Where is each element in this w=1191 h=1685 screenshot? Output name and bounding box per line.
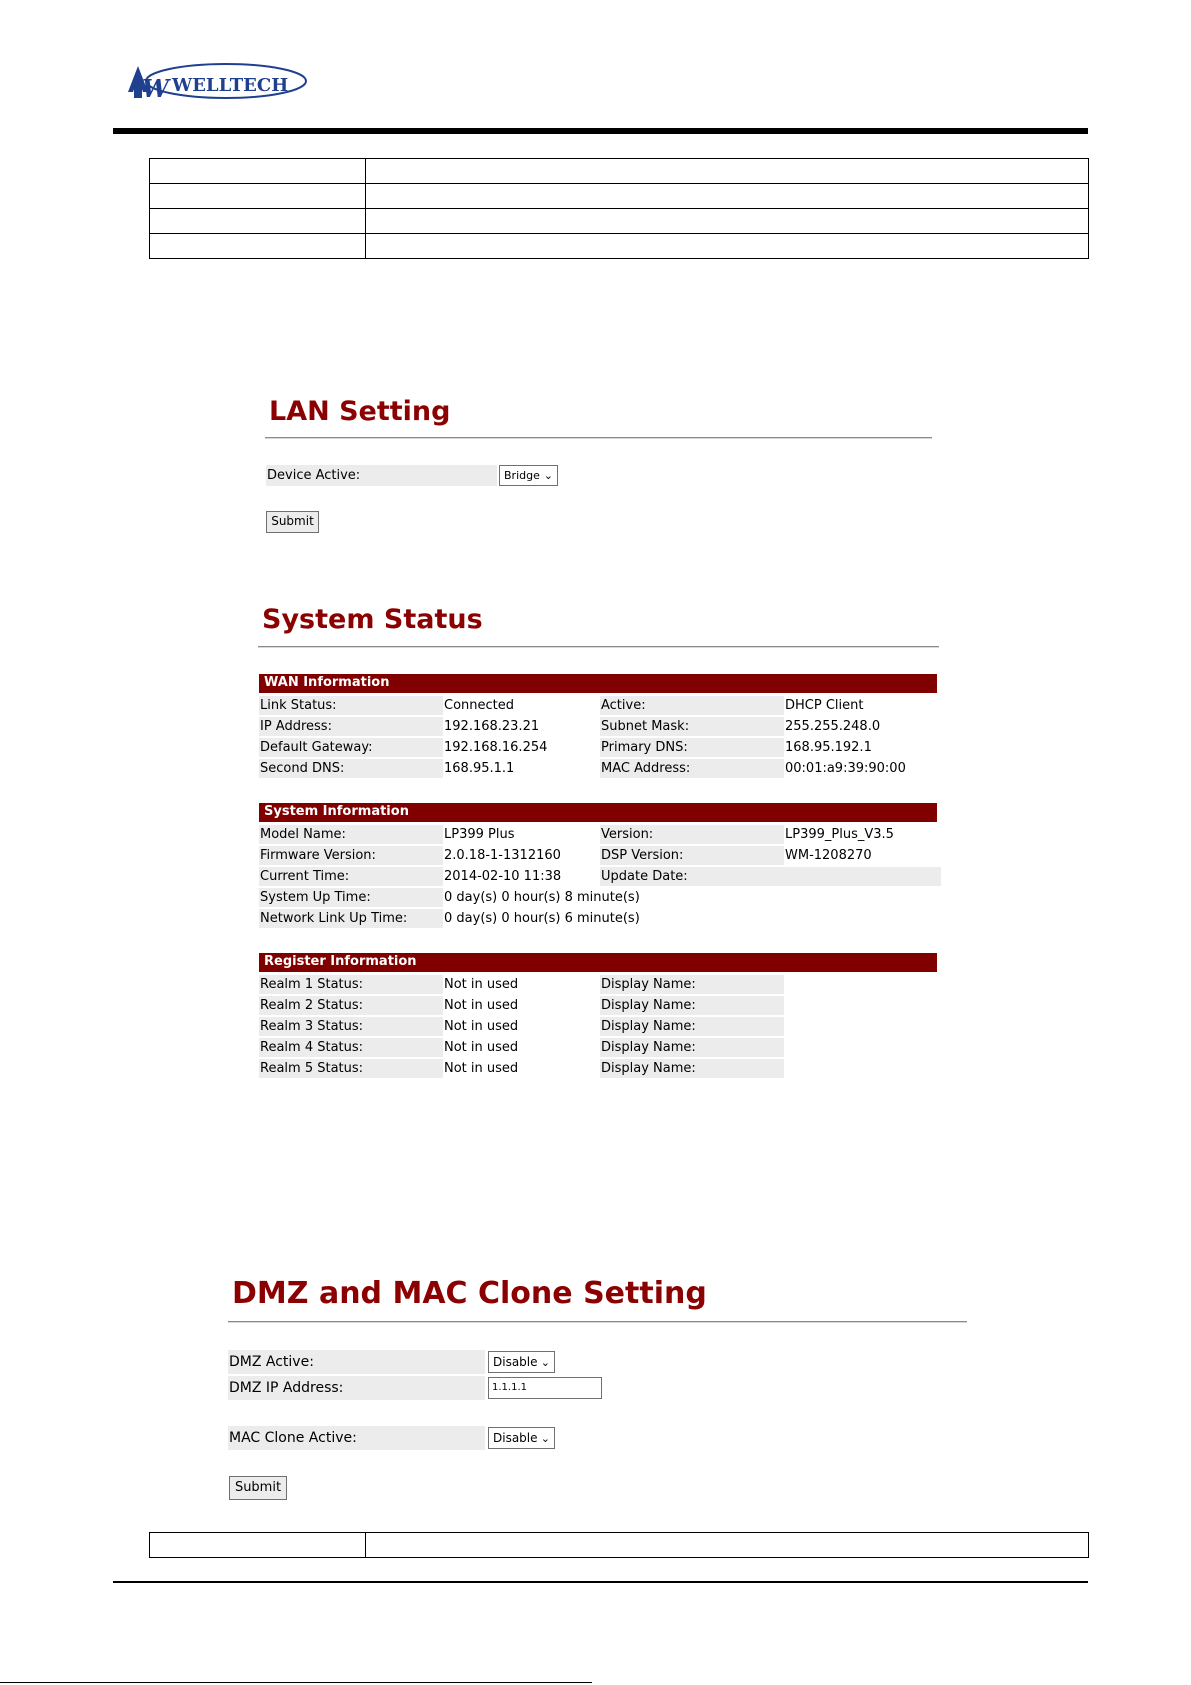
- register-label: Realm 2 Status:: [259, 996, 443, 1015]
- table-row: [259, 696, 941, 715]
- register-value: Not in used: [444, 1019, 519, 1034]
- mac-clone-select[interactable]: [488, 1427, 555, 1449]
- register-label: Display Name:: [600, 1059, 784, 1078]
- wan-info-table: [259, 694, 941, 780]
- wan-value: 168.95.192.1: [785, 740, 872, 755]
- register-label: Display Name:: [600, 996, 784, 1015]
- wan-label: Subnet Mask:: [600, 717, 784, 736]
- wan-label: Active:: [600, 696, 784, 715]
- register-value: Not in used: [444, 1061, 519, 1076]
- register-value: [784, 1017, 941, 1036]
- chevron-down-icon: ⌄: [540, 1432, 550, 1445]
- table-row: [259, 759, 941, 778]
- system-value: WM-1208270: [785, 848, 872, 863]
- dmz-submit-button[interactable]: Submit: [229, 1476, 287, 1500]
- table-row: [259, 888, 941, 907]
- system-label: DSP Version:: [600, 846, 784, 865]
- system-status-title: System Status: [262, 604, 483, 635]
- register-value: [784, 1038, 941, 1057]
- wan-label: Link Status:: [259, 696, 443, 715]
- dmz-title-rule: [228, 1321, 967, 1323]
- lan-setting-title: LAN Setting: [269, 396, 451, 427]
- register-label: Realm 4 Status:: [259, 1038, 443, 1057]
- dmz-active-select[interactable]: [488, 1351, 555, 1373]
- chevron-down-icon: ⌄: [540, 1356, 550, 1369]
- register-value: Not in used: [444, 1040, 519, 1055]
- wan-label: Default Gateway:: [259, 738, 443, 757]
- table-row: [259, 909, 941, 928]
- system-label: Update Date:: [600, 867, 784, 886]
- table-row: [259, 825, 941, 844]
- system-label: Current Time:: [259, 867, 443, 886]
- register-label: Realm 5 Status:: [259, 1059, 443, 1078]
- table-row: [259, 867, 941, 886]
- wan-value: DHCP Client: [785, 698, 864, 713]
- lan-submit-button[interactable]: Submit: [266, 511, 319, 533]
- system-label: Network Link Up Time:: [259, 909, 443, 928]
- system-value: 2014-02-10 11:38: [444, 869, 562, 884]
- system-info-table: [259, 823, 941, 930]
- wan-label: Second DNS:: [259, 759, 443, 778]
- register-label: Display Name:: [600, 1017, 784, 1036]
- system-value: [784, 867, 941, 886]
- mac-clone-value: Disable: [493, 1431, 538, 1445]
- table-row: [259, 1059, 941, 1078]
- table-row: [259, 975, 941, 994]
- wan-label: IP Address:: [259, 717, 443, 736]
- device-active-select[interactable]: [499, 465, 558, 486]
- table-row: [259, 738, 941, 757]
- register-value: Not in used: [444, 998, 519, 1013]
- wan-value: 255.255.248.0: [785, 719, 881, 734]
- register-label: Realm 3 Status:: [259, 1017, 443, 1036]
- header-rule: [113, 128, 1088, 134]
- system-value: 0 day(s) 0 hour(s) 6 minute(s): [444, 911, 640, 926]
- system-info-header: System Information: [259, 803, 937, 822]
- system-label: System Up Time:: [259, 888, 443, 907]
- register-label: Realm 1 Status:: [259, 975, 443, 994]
- table-row: [259, 1038, 941, 1057]
- lan-title-rule: [265, 437, 932, 439]
- mac-clone-label: MAC Clone Active:: [228, 1426, 485, 1450]
- system-label: Version:: [600, 825, 784, 844]
- footnote-rule: [0, 1682, 592, 1683]
- system-value: LP399_Plus_V3.5: [785, 827, 894, 842]
- device-active-label: Device Active:: [266, 465, 497, 486]
- dmz-ip-label: DMZ IP Address:: [228, 1376, 485, 1400]
- system-label: Model Name:: [259, 825, 443, 844]
- dmz-setting-title: DMZ and MAC Clone Setting: [232, 1276, 707, 1311]
- wan-value: 192.168.23.21: [444, 719, 540, 734]
- wan-info-header: WAN Information: [259, 674, 937, 693]
- wan-label: MAC Address:: [600, 759, 784, 778]
- register-value: Not in used: [444, 977, 519, 992]
- register-value: [784, 975, 941, 994]
- device-active-value: Bridge: [504, 469, 540, 482]
- chevron-down-icon: ⌄: [543, 469, 553, 482]
- logo-text: WELLTECH: [172, 75, 289, 96]
- register-label: Display Name:: [600, 1038, 784, 1057]
- register-info-table: [259, 973, 941, 1080]
- register-value: [784, 1059, 941, 1078]
- wan-value: Connected: [444, 698, 515, 713]
- table-row: [259, 1017, 941, 1036]
- register-value: [784, 996, 941, 1015]
- wan-value: 00:01:a9:39:90:00: [785, 761, 906, 776]
- table-row: [259, 846, 941, 865]
- status-title-rule: [258, 646, 939, 648]
- doc-table-bottom: [149, 1532, 1089, 1558]
- system-value: 2.0.18-1-1312160: [444, 848, 561, 863]
- wan-value: 192.168.16.254: [444, 740, 548, 755]
- welltech-logo: [126, 56, 308, 104]
- svg-text:W: W: [142, 74, 169, 103]
- system-value: 0 day(s) 0 hour(s) 8 minute(s): [444, 890, 640, 905]
- register-label: Display Name:: [600, 975, 784, 994]
- system-value: LP399 Plus: [444, 827, 515, 842]
- dmz-active-value: Disable: [493, 1355, 538, 1369]
- register-info-header: Register Information: [259, 953, 937, 972]
- dmz-active-label: DMZ Active:: [228, 1350, 485, 1374]
- table-row: [259, 717, 941, 736]
- footer-rule: [113, 1581, 1088, 1583]
- wan-value: 168.95.1.1: [444, 761, 515, 776]
- dmz-ip-input[interactable]: 1.1.1.1: [488, 1377, 602, 1399]
- table-row: [259, 996, 941, 1015]
- wan-label: Primary DNS:: [600, 738, 784, 757]
- doc-table-top: [149, 158, 1089, 259]
- system-label: Firmware Version:: [259, 846, 443, 865]
